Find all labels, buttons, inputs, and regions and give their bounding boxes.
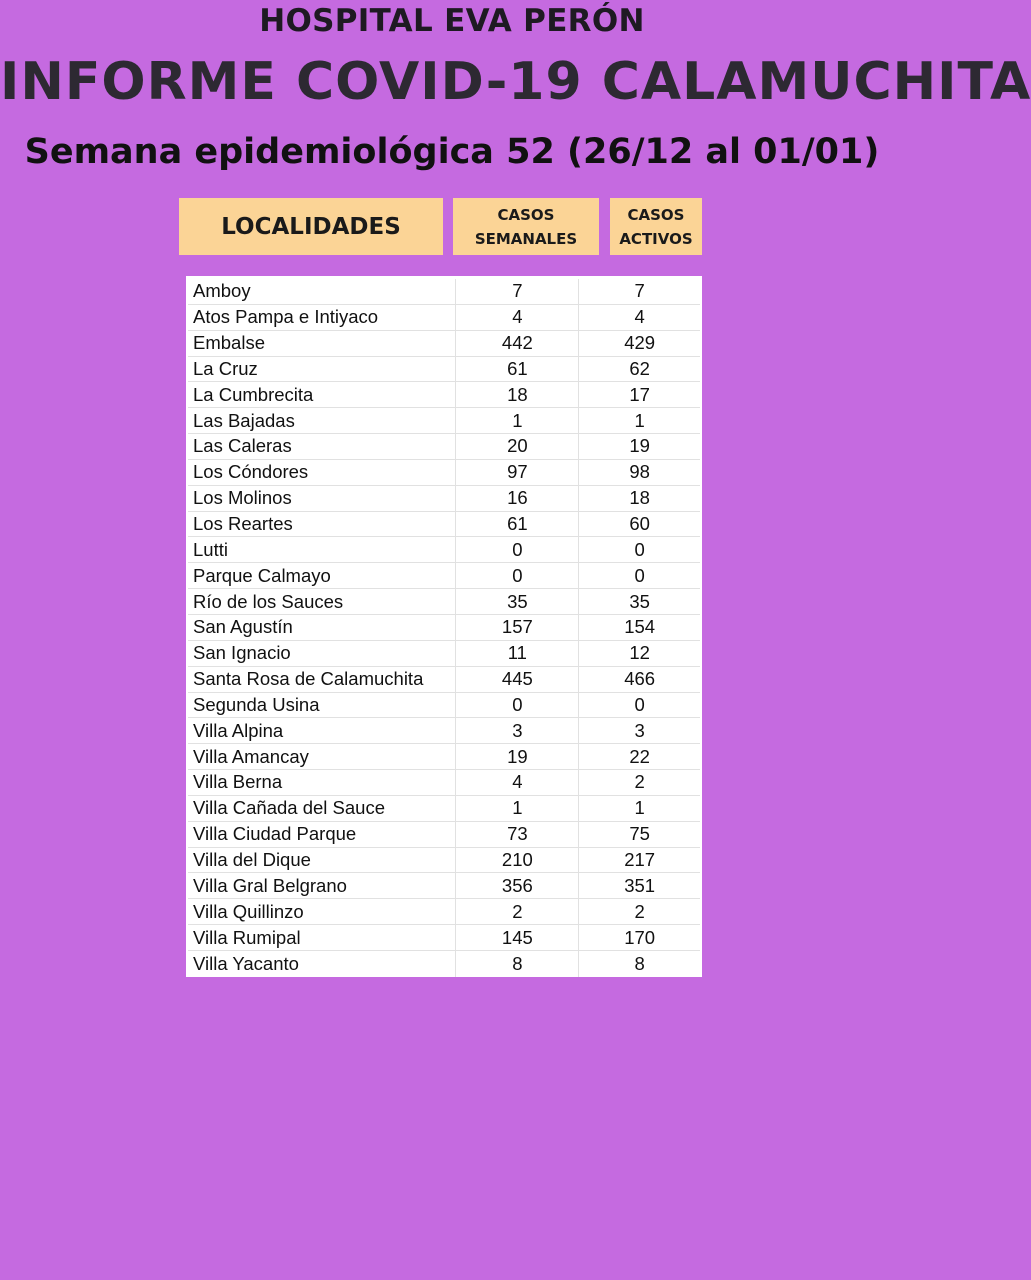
weekly-cases-cell: 442 (456, 331, 579, 356)
locality-cell: Los Reartes (188, 512, 456, 537)
active-cases-cell: 2 (634, 771, 645, 793)
active-cases-cell: 429 (624, 332, 656, 354)
locality-cell: Santa Rosa de Calamuchita (188, 667, 456, 692)
table-row (188, 641, 700, 667)
table-row (188, 537, 700, 563)
locality-cell: Las Bajadas (188, 408, 456, 433)
active-cases-cell: 351 (624, 874, 656, 896)
locality-cell: Villa Cañada del Sauce (188, 796, 456, 821)
weekly-cases-cell: 61 (456, 357, 579, 382)
column-header-casos-activos-line1: CASOS (627, 205, 685, 224)
table-row (188, 589, 700, 615)
weekly-cases-cell: 16 (456, 486, 579, 511)
active-cases-cell: 8 (634, 952, 645, 974)
table-row (188, 667, 700, 693)
locality-cell: Villa Gral Belgrano (188, 873, 456, 898)
active-cases-cell: 12 (629, 642, 650, 664)
active-cases-cell: 18 (629, 487, 650, 509)
table-row (188, 796, 700, 822)
active-cases-cell: 17 (629, 383, 650, 405)
table-row (188, 486, 700, 512)
table-row (188, 357, 700, 383)
locality-cell: Villa Yacanto (188, 951, 456, 977)
weekly-cases-cell: 20 (456, 434, 579, 459)
table-row (188, 718, 700, 744)
active-cases-cell: 22 (629, 745, 650, 767)
active-cases-cell: 19 (629, 435, 650, 457)
locality-cell: Los Cóndores (188, 460, 456, 485)
column-header-casos-activos-line2: ACTIVOS (619, 229, 693, 248)
locality-cell: Villa Amancay (188, 744, 456, 769)
table-row (188, 434, 700, 460)
table-row (188, 822, 700, 848)
table-row (188, 693, 700, 719)
active-cases-cell: 3 (634, 719, 645, 741)
locality-cell: Embalse (188, 331, 456, 356)
active-cases-cell: 1 (634, 797, 645, 819)
weekly-cases-cell: 8 (456, 951, 579, 977)
weekly-cases-cell: 0 (456, 693, 579, 718)
table-row (188, 305, 700, 331)
table-row (188, 408, 700, 434)
weekly-cases-cell: 3 (456, 718, 579, 743)
table-row (188, 382, 700, 408)
locality-cell: Atos Pampa e Intiyaco (188, 305, 456, 330)
weekly-cases-cell: 7 (456, 279, 579, 304)
cases-table (186, 276, 702, 977)
active-cases-cell: 217 (624, 848, 656, 870)
table-row (188, 563, 700, 589)
weekly-cases-cell: 356 (456, 873, 579, 898)
weekly-cases-cell: 2 (456, 899, 579, 924)
locality-cell: Villa Berna (188, 770, 456, 795)
table-row (188, 951, 700, 977)
locality-cell: Los Molinos (188, 486, 456, 511)
report-subtitle: Semana epidemiológica 52 (26/12 al 01/01) (24, 132, 880, 172)
report-title: INFORME COVID-19 CALAMUCHITA (0, 52, 1031, 112)
locality-cell: La Cruz (188, 357, 456, 382)
active-cases-cell: 60 (629, 513, 650, 535)
active-cases-cell: 35 (629, 590, 650, 612)
locality-cell: Villa Quillinzo (188, 899, 456, 924)
hospital-name: HOSPITAL EVA PERÓN (259, 3, 645, 39)
active-cases-cell: 0 (634, 693, 645, 715)
active-cases-cell: 98 (629, 461, 650, 483)
active-cases-cell: 2 (634, 900, 645, 922)
column-header-casos-activos (610, 198, 702, 255)
weekly-cases-cell: 1 (456, 796, 579, 821)
table-row (188, 873, 700, 899)
weekly-cases-cell: 210 (456, 848, 579, 873)
weekly-cases-cell: 19 (456, 744, 579, 769)
active-cases-cell: 0 (634, 538, 645, 560)
locality-cell: Villa Ciudad Parque (188, 822, 456, 847)
weekly-cases-cell: 157 (456, 615, 579, 640)
locality-cell: Amboy (188, 279, 456, 304)
weekly-cases-cell: 0 (456, 537, 579, 562)
locality-cell: Villa Alpina (188, 718, 456, 743)
table-row (188, 279, 700, 305)
active-cases-cell: 1 (634, 409, 645, 431)
weekly-cases-cell: 145 (456, 925, 579, 950)
table-row (188, 331, 700, 357)
weekly-cases-cell: 445 (456, 667, 579, 692)
table-row (188, 615, 700, 641)
locality-cell: San Agustín (188, 615, 456, 640)
active-cases-cell: 62 (629, 357, 650, 379)
weekly-cases-cell: 4 (456, 305, 579, 330)
column-header-casos-semanales-line1: CASOS (497, 205, 555, 224)
weekly-cases-cell: 1 (456, 408, 579, 433)
weekly-cases-cell: 97 (456, 460, 579, 485)
active-cases-cell: 0 (634, 564, 645, 586)
weekly-cases-cell: 0 (456, 563, 579, 588)
table-row (188, 744, 700, 770)
active-cases-cell: 7 (634, 280, 645, 302)
locality-cell: Lutti (188, 537, 456, 562)
table-row (188, 848, 700, 874)
table-row (188, 899, 700, 925)
active-cases-cell: 170 (624, 926, 656, 948)
locality-cell: San Ignacio (188, 641, 456, 666)
active-cases-cell: 154 (624, 616, 656, 638)
locality-cell: Villa Rumipal (188, 925, 456, 950)
locality-cell: Las Caleras (188, 434, 456, 459)
table-row (188, 460, 700, 486)
locality-cell: Río de los Sauces (188, 589, 456, 614)
weekly-cases-cell: 35 (456, 589, 579, 614)
weekly-cases-cell: 61 (456, 512, 579, 537)
column-header-casos-semanales (453, 198, 599, 255)
weekly-cases-cell: 73 (456, 822, 579, 847)
weekly-cases-cell: 11 (456, 641, 579, 666)
weekly-cases-cell: 4 (456, 770, 579, 795)
locality-cell: Segunda Usina (188, 693, 456, 718)
active-cases-cell: 4 (634, 306, 645, 328)
locality-cell: Parque Calmayo (188, 563, 456, 588)
table-row (188, 925, 700, 951)
table-row (188, 512, 700, 538)
locality-cell: Villa del Dique (188, 848, 456, 873)
column-header-localidades: LOCALIDADES (179, 198, 443, 255)
locality-cell: La Cumbrecita (188, 382, 456, 407)
weekly-cases-cell: 18 (456, 382, 579, 407)
column-header-casos-semanales-line2: SEMANALES (474, 229, 578, 248)
active-cases-cell: 466 (624, 668, 656, 690)
table-row (188, 770, 700, 796)
active-cases-cell: 75 (629, 823, 650, 845)
